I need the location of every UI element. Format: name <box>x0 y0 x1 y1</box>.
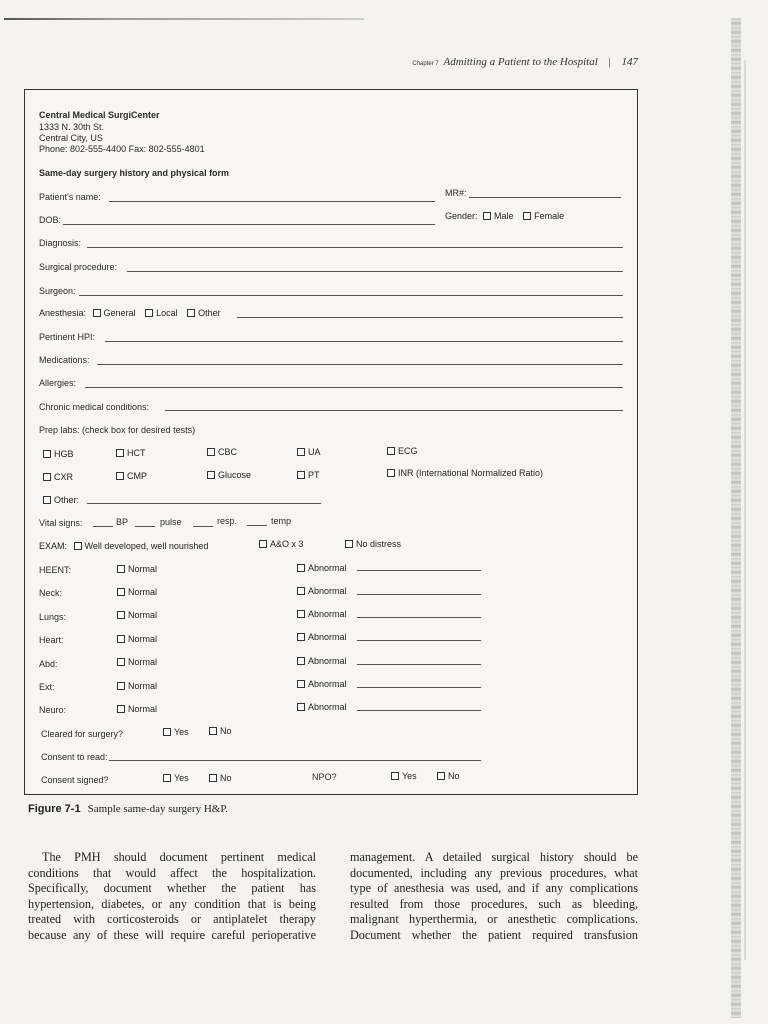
page-number: 147 <box>621 56 638 68</box>
lab-glucose-label: Glucose <box>218 470 252 480</box>
body-left-line-3: Specifically, document whether the patient has <box>28 881 316 895</box>
pulse-label: pulse <box>160 517 182 527</box>
ao-checkbox[interactable] <box>259 540 267 548</box>
well-developed-label: Well developed, well nourished <box>84 541 209 551</box>
lab-ecg-label: ECG <box>398 446 418 456</box>
neuro-normal-checkbox[interactable] <box>117 705 125 713</box>
resp-label: resp. <box>217 516 238 526</box>
body-right-line-4: resulted from those procedures, such as bleeding, <box>350 896 638 911</box>
lab-cbc-label: CBC <box>218 447 238 457</box>
mr-field[interactable] <box>469 197 621 198</box>
pulse-field[interactable] <box>135 526 155 527</box>
body-right-line-5: malignant hyperthermia, or anesthetic complications. <box>350 912 638 926</box>
dob-label: DOB: <box>39 215 62 225</box>
medications-label: Medications: <box>39 355 90 365</box>
lab-pt-checkbox[interactable] <box>297 471 305 479</box>
consent-yes-label: Yes <box>174 773 189 783</box>
chronic-conditions-label: Chronic medical conditions: <box>39 402 150 412</box>
exam-group <box>39 541 208 552</box>
surgical-procedure-field[interactable] <box>127 271 623 272</box>
heart-abnormal-field[interactable] <box>357 640 481 641</box>
lab-hgb <box>43 449 74 460</box>
neuro-abnormal-checkbox[interactable] <box>297 703 305 711</box>
address-line-1: 1333 N. 30th St. <box>39 122 105 132</box>
form-title: Same-day surgery history and physical form <box>39 168 230 178</box>
lab-hct-label: HCT <box>127 448 146 458</box>
neck-abnormal <box>297 586 347 597</box>
address-line-2: Central City, US <box>39 133 103 143</box>
heart-normal-checkbox[interactable] <box>117 635 125 643</box>
well-developed-checkbox[interactable] <box>74 542 82 550</box>
phone-fax: Phone: 802-555-4400 Fax: 802-555-4801 <box>39 144 205 154</box>
lab-cmp <box>116 471 147 482</box>
lungs-abnormal <box>297 609 347 620</box>
body-right-line-3: type of anesthesia was used, and if any complications <box>350 881 638 895</box>
lab-inr <box>387 468 543 479</box>
lab-glucose-checkbox[interactable] <box>207 471 215 479</box>
diagnosis-label: Diagnosis: <box>39 238 82 248</box>
lungs-normal <box>117 610 157 621</box>
book-spine-edge <box>731 18 741 1018</box>
ext-normal-label: Normal <box>128 681 158 691</box>
dob-field[interactable] <box>63 224 435 225</box>
cleared-label: Cleared for surgery? <box>41 729 124 739</box>
lab-ecg-checkbox[interactable] <box>387 447 395 455</box>
cleared-no-label: No <box>220 726 232 736</box>
gender-label: Gender: <box>445 211 478 221</box>
body-column-left <box>28 850 316 943</box>
body-left-line-4: hypertension, diabetes, or any condition that is being <box>28 896 316 911</box>
neck-normal-label: Normal <box>128 587 158 597</box>
neuro-abnormal-field[interactable] <box>357 710 481 711</box>
lab-ua-checkbox[interactable] <box>297 448 305 456</box>
lab-cmp-checkbox[interactable] <box>116 472 124 480</box>
neck-abnormal-checkbox[interactable] <box>297 587 305 595</box>
heent-normal-checkbox[interactable] <box>117 565 125 573</box>
ext-abnormal-field[interactable] <box>357 687 481 688</box>
hpi-label: Pertinent HPI: <box>39 332 96 342</box>
npo-no <box>437 771 460 782</box>
lungs-abnormal-label: Abnormal <box>308 609 347 619</box>
consent-no <box>209 773 232 784</box>
lab-inr-label: INR (International Normalized Ratio) <box>398 468 544 478</box>
page-edge <box>744 60 746 960</box>
cleared-yes <box>163 727 189 738</box>
abd-abnormal-field[interactable] <box>357 664 481 665</box>
anesthesia-group <box>39 308 221 319</box>
lungs-normal-checkbox[interactable] <box>117 611 125 619</box>
heent-abnormal-label: Abnormal <box>308 563 347 573</box>
lungs-abnormal-checkbox[interactable] <box>297 610 305 618</box>
heart-abnormal-label: Abnormal <box>308 632 347 642</box>
surgical-procedure-label: Surgical procedure: <box>39 262 118 272</box>
allergies-field[interactable] <box>85 387 623 388</box>
resp-field[interactable] <box>193 526 213 527</box>
surgeon-field[interactable] <box>79 295 623 296</box>
system-label-neuro: Neuro: <box>39 705 67 715</box>
lab-cxr-label: CXR <box>54 472 74 482</box>
neuro-normal-label: Normal <box>128 704 158 714</box>
body-column-right <box>350 850 638 943</box>
abd-normal <box>117 657 157 668</box>
neuro-abnormal-label: Abnormal <box>308 702 347 712</box>
system-label-heent: HEENT: <box>39 565 72 575</box>
lab-other <box>43 495 79 506</box>
heart-normal-label: Normal <box>128 634 158 644</box>
lab-pt-label: PT <box>308 470 320 480</box>
abd-abnormal-label: Abnormal <box>308 656 347 666</box>
npo-label: NPO? <box>312 772 337 782</box>
system-label-abd: Abd: <box>39 659 58 669</box>
npo-yes-checkbox[interactable] <box>391 772 399 780</box>
lab-ecg <box>387 446 418 457</box>
npo-no-label: No <box>448 771 460 781</box>
system-label-heart: Heart: <box>39 635 64 645</box>
top-scan-rule <box>4 18 364 20</box>
diagnosis-field[interactable] <box>87 247 623 248</box>
npo-yes-label: Yes <box>402 771 417 781</box>
lab-other-field[interactable] <box>87 503 321 504</box>
body-left-line-1: The PMH should document pertinent medical <box>42 850 316 864</box>
anesthesia-local-checkbox[interactable] <box>145 309 153 317</box>
lab-ua-label: UA <box>308 447 321 457</box>
patient-name-field[interactable] <box>109 201 435 202</box>
surgeon-label: Surgeon: <box>39 286 76 296</box>
npo-yes <box>391 771 417 782</box>
npo-no-checkbox[interactable] <box>437 772 445 780</box>
figure-number: Figure 7-1 <box>28 803 81 815</box>
vital-signs-label: Vital signs: <box>39 518 83 528</box>
lab-glucose <box>207 470 251 481</box>
body-right-line-2: documented, including any previous procedures, what <box>350 865 638 880</box>
running-head <box>412 56 638 68</box>
mr-label: MR#: <box>445 188 467 198</box>
lab-cbc-checkbox[interactable] <box>207 448 215 456</box>
cleared-yes-checkbox[interactable] <box>163 728 171 736</box>
ext-normal-checkbox[interactable] <box>117 682 125 690</box>
temp-field[interactable] <box>247 525 267 526</box>
ext-abnormal-label: Abnormal <box>308 679 347 689</box>
lab-cbc <box>207 447 237 458</box>
lab-cxr <box>43 472 73 483</box>
chapter-title: Admitting a Patient to the Hospital <box>443 56 598 68</box>
anesthesia-label: Anesthesia: <box>39 308 87 318</box>
anesthesia-general-label: General <box>103 308 136 318</box>
anesthesia-other-label: Other <box>198 308 221 318</box>
ext-abnormal <box>297 679 347 690</box>
female-checkbox[interactable] <box>523 212 531 220</box>
lab-pt <box>297 470 320 481</box>
system-label-lungs: Lungs: <box>39 612 67 622</box>
header-separator: | <box>608 56 611 68</box>
patient-name-label: Patient's name: <box>39 192 101 202</box>
neuro-abnormal <box>297 702 347 713</box>
lungs-abnormal-field[interactable] <box>357 617 481 618</box>
male-checkbox[interactable] <box>483 212 491 220</box>
heent-abnormal-field[interactable] <box>357 570 481 571</box>
anesthesia-other-field[interactable] <box>237 317 623 318</box>
consent-no-checkbox[interactable] <box>209 774 217 782</box>
heent-abnormal-checkbox[interactable] <box>297 564 305 572</box>
abd-normal-label: Normal <box>128 657 158 667</box>
prep-labs-label: Prep labs: (check box for desired tests) <box>39 425 196 435</box>
hpi-field[interactable] <box>105 341 623 342</box>
neck-normal-checkbox[interactable] <box>117 588 125 596</box>
neck-normal <box>117 587 157 598</box>
lab-ua <box>297 447 321 458</box>
lab-hgb-label: HGB <box>54 449 74 459</box>
figure-caption-text: Sample same-day surgery H&P. <box>87 803 228 815</box>
no-distress-group <box>345 539 401 550</box>
bp-label: BP <box>116 517 129 527</box>
ao-label: A&O x 3 <box>270 539 304 549</box>
neuro-normal <box>117 704 157 715</box>
cleared-no <box>209 726 232 737</box>
anesthesia-general-checkbox[interactable] <box>93 309 101 317</box>
lab-cmp-label: CMP <box>127 471 147 481</box>
gender-group <box>445 211 564 222</box>
body-right-line-1: management. A detailed surgical history should be <box>350 850 638 864</box>
allergies-label: Allergies: <box>39 378 77 388</box>
no-distress-label: No distress <box>356 539 402 549</box>
lab-hgb-checkbox[interactable] <box>43 450 51 458</box>
consent-read-label: Consent to read: <box>41 752 108 762</box>
abd-abnormal <box>297 656 347 667</box>
consent-yes <box>163 773 189 784</box>
consent-signed-label: Consent signed? <box>41 775 109 785</box>
heent-normal <box>117 564 157 575</box>
surgery-form <box>24 89 638 795</box>
lab-hct-checkbox[interactable] <box>116 449 124 457</box>
female-label: Female <box>534 211 565 221</box>
heent-normal-label: Normal <box>128 564 158 574</box>
cleared-yes-label: Yes <box>174 727 189 737</box>
body-left-line-2: conditions that would affect the hospitalization. <box>28 865 316 880</box>
medications-field[interactable] <box>97 364 623 365</box>
lab-other-checkbox[interactable] <box>43 496 51 504</box>
neck-abnormal-field[interactable] <box>357 594 481 595</box>
system-label-ext: Ext: <box>39 682 55 692</box>
consent-yes-checkbox[interactable] <box>163 774 171 782</box>
lab-hct <box>116 448 146 459</box>
lungs-normal-label: Normal <box>128 610 158 620</box>
heent-abnormal <box>297 563 347 574</box>
ext-normal <box>117 681 157 692</box>
exam-label: EXAM: <box>39 541 68 551</box>
body-left-line-5: treated with corticosteroids or antiplatelet therapy <box>28 912 316 926</box>
org-name: Central Medical SurgiCenter <box>39 110 160 120</box>
male-label: Male <box>494 211 514 221</box>
cleared-no-checkbox[interactable] <box>209 727 217 735</box>
ao-group <box>259 539 304 550</box>
chronic-conditions-field[interactable] <box>165 410 623 411</box>
heart-normal <box>117 634 157 645</box>
anesthesia-other-checkbox[interactable] <box>187 309 195 317</box>
heart-abnormal <box>297 632 347 643</box>
body-left-line-6: because any of these will require careful perioperative <box>28 927 316 942</box>
chapter-label: Chapter 7 <box>412 61 439 67</box>
heart-abnormal-checkbox[interactable] <box>297 633 305 641</box>
consent-read-field[interactable] <box>109 760 481 761</box>
lab-cxr-checkbox[interactable] <box>43 473 51 481</box>
lab-other-label: Other: <box>54 495 80 505</box>
bp-field[interactable] <box>93 526 113 527</box>
system-label-neck: Neck: <box>39 588 63 598</box>
no-distress-checkbox[interactable] <box>345 540 353 548</box>
temp-label: temp <box>271 516 292 526</box>
neck-abnormal-label: Abnormal <box>308 586 347 596</box>
ext-abnormal-checkbox[interactable] <box>297 680 305 688</box>
abd-normal-checkbox[interactable] <box>117 658 125 666</box>
abd-abnormal-checkbox[interactable] <box>297 657 305 665</box>
consent-no-label: No <box>220 773 232 783</box>
lab-inr-checkbox[interactable] <box>387 469 395 477</box>
figure-caption <box>28 803 228 815</box>
body-right-line-6: Document whether the patient required transfusion <box>350 927 638 942</box>
anesthesia-local-label: Local <box>156 308 178 318</box>
